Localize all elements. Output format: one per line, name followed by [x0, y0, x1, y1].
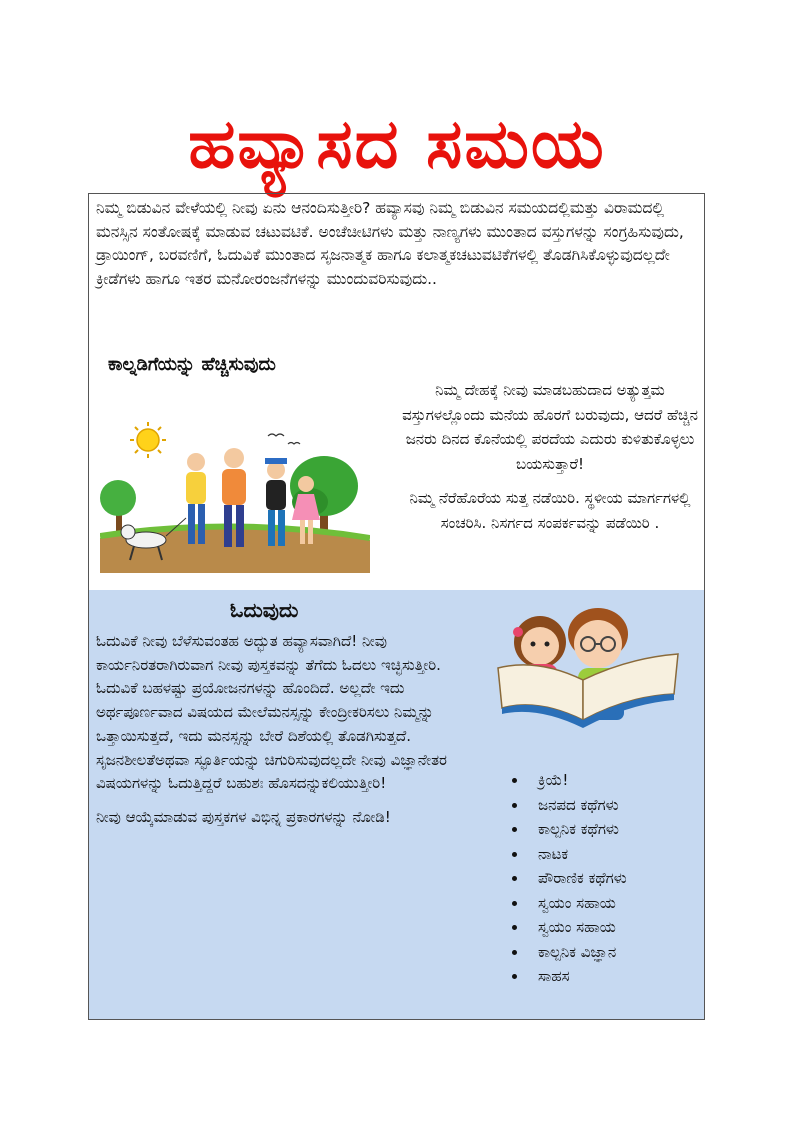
- list-item: ಕ್ರಿಯೆ!: [508, 768, 627, 793]
- page-title: ಹವ್ಯಾಸದ ಸಮಯ: [188, 105, 606, 184]
- reading-paragraph-1: ಓದುವಿಕೆ ನೀವು ಬೆಳೆಸುವಂತಹ ಅದ್ಭುತ ಹವ್ಯಾಸವಾಗಿದೆ! ನೀವು ಕಾರ್ಯನಿರತರಾಗಿರುವಾಗ ನೀವು ಪುಸ್ತಕವನ್ನು ತೆಗೆದು ಓದಲು ಇಚ್ಛಿಸುತ್ತೀರಿ. ಓದುವಿಕೆ ಬಹಳಷ್ಟು ಪ್ರಯೋಜನಗಳನ್ನು ಹೊಂದಿದೆ. ಅಲ್ಲದೇ ಇದು ಅರ್ಥಪೂರ್ಣವಾದ ವಿಷಯದ ಮೇಲೆಮನಸ್ಸನ್ನು ಕೇಂದ್ರೀಕರಿಸಲು ನಿಮ್ಮನ್ನು ಒತ್ತಾಯಿಸುತ್ತದೆ, ಇದು ಮನಸ್ಸನ್ನು ಬೇರೆ ದಿಶೆಯಲ್ಲಿ ತೊಡಗಿಸುತ್ತದೆ. ಸೃಜನಶೀಲತೆಅಥವಾ ಸ್ಫೂರ್ತಿಯನ್ನು ಚಿಗುರಿಸುವುದಲ್ಲದೇ ನೀವು ವಿಜ್ಞಾನೇತರ ವಿಷಯಗಳನ್ನು ಓದುತ್ತಿದ್ದರೆ ಬಹುಶಃ ಹೊಸದನ್ನುಕಲಿಯುತ್ತೀರಿ!: [96, 632, 447, 793]
- list-item: ಪೌರಾಣಿಕ ಕಥೆಗಳು: [508, 866, 627, 891]
- walking-heading: ಕಾಲ್ನಡಿಗೆಯನ್ನು ಹೆಚ್ಚಿಸುವುದು: [108, 354, 276, 375]
- list-item: ಕಾಲ್ಪನಿಕ ವಿಜ್ಞಾನ: [508, 940, 627, 965]
- walking-text: [400, 378, 700, 545]
- list-item: ಕಾಲ್ಪನಿಕ ಕಥೆಗಳು: [508, 817, 627, 842]
- reading-paragraph-2: ನೀವು ಆಯ್ಕೆಮಾಡುವ ಪುಸ್ತಕಗಳ ವಿಭಿನ್ನ ಪ್ರಕಾರಗಳನ್ನು ನೋಡಿ!: [96, 807, 391, 826]
- genre-list: [508, 768, 627, 989]
- reading-text: [96, 630, 486, 840]
- walking-family-illustration: [100, 418, 370, 573]
- list-item: ಸ್ವಯಂ ಸಹಾಯ: [508, 891, 627, 916]
- walking-paragraph-2: ನಿಮ್ಮ ನೆರೆಹೊರೆಯ ಸುತ್ತ ನಡೆಯಿರಿ. ಸ್ಥಳೀಯ ಮಾರ್ಗಗಳಲ್ಲಿ ಸಂಚರಿಸಿ. ನಿಸರ್ಗದ ಸಂಪರ್ಕವನ್ನು ಪಡೆಯಿರಿ .: [409, 489, 691, 532]
- bird-icon: [268, 434, 300, 444]
- list-item: ನಾಟಕ: [508, 842, 627, 867]
- sun-icon: [130, 422, 166, 458]
- walking-paragraph-1: ನಿಮ್ಮ ದೇಹಕ್ಕೆ ನೀವು ಮಾಡಬಹುದಾದ ಅತ್ಯುತ್ತಮ ವಸ್ತುಗಳಲ್ಲೊಂದು ಮನೆಯ ಹೊರಗೆ ಬರುವುದು, ಆದರೆ ಹೆಚ್ಚಿನ ಜನರು ದಿನದ ಕೊನೆಯಲ್ಲಿ ಪರದೆಯ ಎದುರು ಕುಳಿತುಕೊಳ್ಳಲು ಬಯಸುತ್ತಾರೆ!: [402, 381, 698, 473]
- reading-heading: ಓದುವುದು: [230, 598, 299, 622]
- intro-paragraph: ನಿಮ್ಮ ಬಿಡುವಿನ ವೇಳೆಯಲ್ಲಿ ನೀವು ಏನು ಆನಂದಿಸುತ್ತೀರಿ? ಹವ್ಯಾಸವು ನಿಮ್ಮ ಬಿಡುವಿನ ಸಮಯದಲ್ಲಿಮತ್ತು ವಿರಾಮದಲ್ಲಿ ಮನಸ್ಸಿನ ಸಂತೋಷಕ್ಕೆ ಮಾಡುವ ಚಟುವಟಿಕೆ. ಅಂಚೆಚೀಟಿಗಳು ಮತ್ತು ನಾಣ್ಯಗಳು ಮುಂತಾದ ವಸ್ತುಗಳನ್ನು ಸಂಗ್ರಹಿಸುವುದು, ಡ್ರಾಯಿಂಗ್, ಬರವಣಿಗೆ, ಓದುವಿಕೆ ಮುಂತಾದ ಸೃಜನಾತ್ಮಕ ಹಾಗೂ ಕಲಾತ್ಮಕಚಟುವಟಿಕೆಗಳಲ್ಲಿ ತೊಡಗಿಸಿಕೊಳ್ಳುವುದಲ್ಲದೇ ಕ್ರೀಡೆಗಳು ಹಾಗೂ ಇತರ ಮನೋರಂಜನೆಗಳನ್ನು ಮುಂದುವರಿಸುವುದು..: [96, 199, 684, 288]
- list-item: ಸ್ವಯಂ ಸಹಾಯ: [508, 915, 627, 940]
- list-item: ಜನಪದ ಕಥೆಗಳು: [508, 793, 627, 818]
- list-item: ಸಾಹಸ: [508, 964, 627, 989]
- kids-reading-illustration: [488, 598, 698, 733]
